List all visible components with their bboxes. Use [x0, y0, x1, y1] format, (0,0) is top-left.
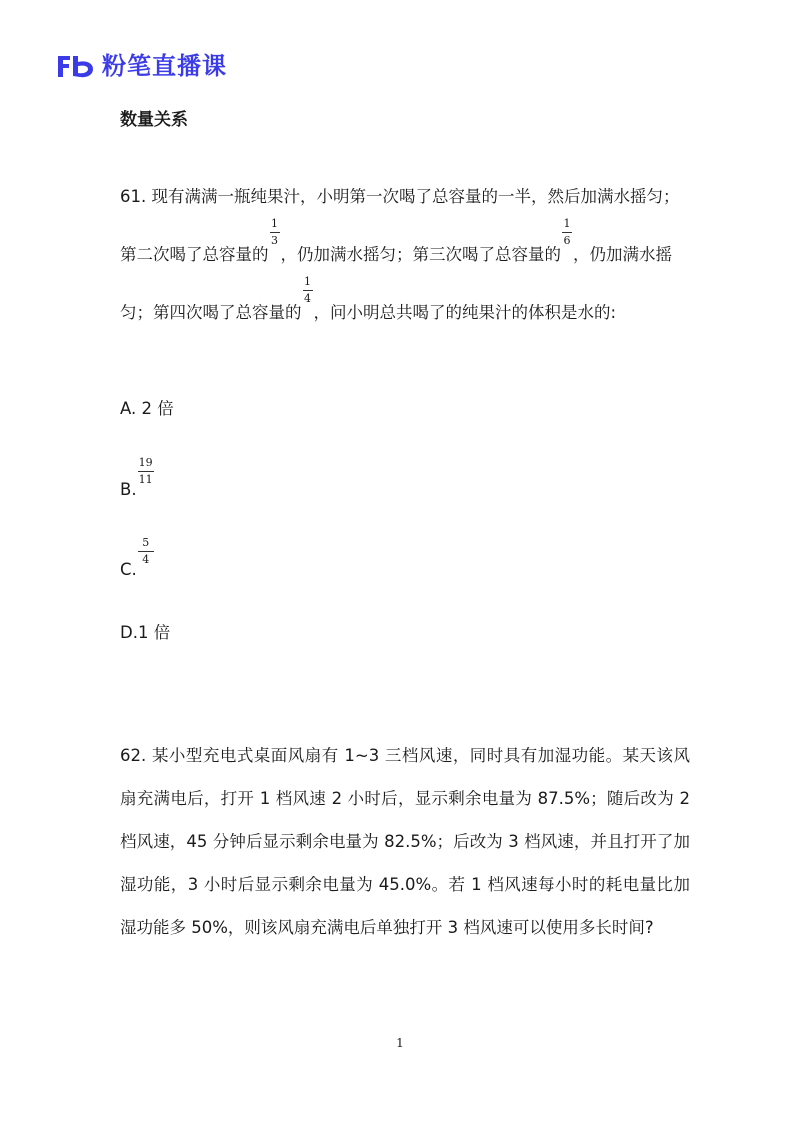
question-61	[120, 168, 690, 342]
section-title: 数量关系	[120, 110, 188, 130]
fraction-5-4: $\frac{5}{4}$	[138, 552, 154, 580]
fraction-1-3: $\frac{1}{3}$	[271, 217, 278, 247]
fb-logo-icon	[56, 52, 96, 80]
q61-text-4: ，问小明总共喝了的纯果汁的体积是水的:	[313, 303, 617, 322]
option-a: A. 2 倍	[120, 399, 174, 418]
q61-text-3: ，仍加满水摇匀；第四次喝了总容量的	[120, 245, 672, 322]
option-c: C. $\frac{5}{4}$	[120, 552, 155, 584]
page-number: 1	[396, 1036, 404, 1050]
fraction-1-4: $\frac{1}{4}$	[304, 275, 311, 305]
fraction-19-11: $\frac{19}{11}$	[138, 456, 153, 486]
brand-name: 粉笔直播课	[102, 52, 227, 80]
q61-text-1: 61. 现有满满一瓶纯果汁，小明第一次喝了总容量的一半，然后加满水摇匀；第二次喝了总容量的	[120, 187, 680, 264]
q61-text-2: ，仍加满水摇匀；第三次喝了总容量的	[280, 245, 561, 264]
option-d: D.1 倍	[120, 623, 171, 642]
brand-logo	[56, 50, 227, 82]
fraction-1-6: $\frac{1}{6}$	[563, 217, 571, 247]
option-b: B. $\frac{19}{11}$	[120, 456, 153, 499]
question-62: 62. 某小型充电式桌面风扇有 1~3 三档风速，同时具有加湿功能。某天该风扇充满电后，打开 1 档风速 2 小时后，显示剩余电量为 87.5%；随后改为 2 档风速，45 分钟后显示剩余电量为 82.5%；后改为 3 档风速，并且打开了加湿功能，3 小时后显示剩余电量为 45.0%。若 1 档风速每小时的耗电量比加湿功能多 50%，则该风扇充满电后单独打开 3 档风速可以使用多长时间?	[120, 746, 690, 937]
